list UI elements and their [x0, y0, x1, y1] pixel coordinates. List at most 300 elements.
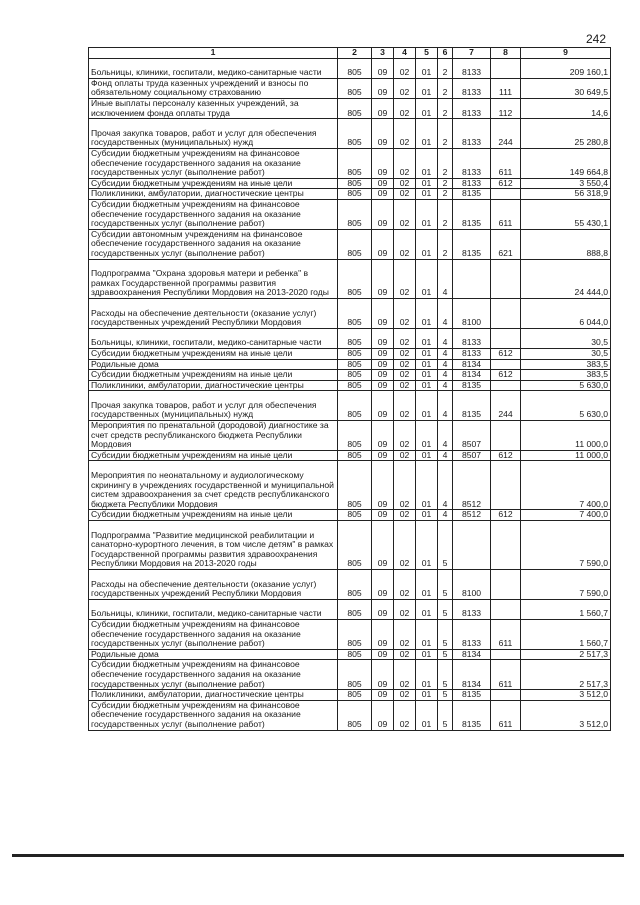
code-subsection-cell: 02: [394, 298, 416, 328]
row-name-cell: Подпрограмма "Охрана здоровья матери и ребенка" в рамках Государственной программы развития здравоохранения Республики Мордовия на 2013-2020 годы: [89, 259, 338, 298]
row-name-cell: Родильные дома: [89, 649, 338, 660]
amount-cell: 6 044,0: [521, 298, 611, 328]
code-grbs-cell: 805: [338, 229, 372, 259]
code-expense-type-cell: [491, 380, 521, 391]
code-target-cell: 8512: [453, 461, 491, 510]
code-program-cell: 01: [416, 599, 438, 619]
code-expense-type-cell: 611: [491, 148, 521, 178]
code-subprogram-cell: 4: [438, 259, 453, 298]
code-program-cell: 01: [416, 461, 438, 510]
code-program-cell: 01: [416, 570, 438, 600]
table-row: [89, 359, 611, 370]
table-row: [89, 570, 611, 600]
table-row: [89, 649, 611, 660]
table-row: [89, 690, 611, 701]
code-program-cell: 01: [416, 348, 438, 359]
code-program-cell: 01: [416, 380, 438, 391]
amount-cell: 7 590,0: [521, 521, 611, 570]
code-program-cell: 01: [416, 328, 438, 348]
code-grbs-cell: 805: [338, 259, 372, 298]
code-program-cell: 01: [416, 391, 438, 421]
row-name-cell: Субсидии бюджетным учреждениям на иные цели: [89, 510, 338, 521]
code-subprogram-cell: 2: [438, 78, 453, 98]
code-section-cell: 09: [372, 58, 394, 78]
code-target-cell: 8133: [453, 119, 491, 149]
amount-cell: 209 160,1: [521, 58, 611, 78]
row-name-cell: Прочая закупка товаров, работ и услуг для обеспечения государственных (муниципальных) нужд: [89, 391, 338, 421]
amount-cell: 30 649,5: [521, 78, 611, 98]
code-expense-type-cell: [491, 521, 521, 570]
code-subprogram-cell: 4: [438, 348, 453, 359]
header-cell: 2: [338, 48, 372, 59]
amount-cell: 30,5: [521, 348, 611, 359]
code-program-cell: 01: [416, 259, 438, 298]
code-subsection-cell: 02: [394, 700, 416, 730]
code-subsection-cell: 02: [394, 620, 416, 650]
code-target-cell: 8134: [453, 649, 491, 660]
code-grbs-cell: 805: [338, 421, 372, 451]
row-name-cell: Субсидии бюджетным учреждениям на финансовое обеспечение государственного задания на оказание государственных услуг (выполнение работ): [89, 660, 338, 690]
code-subsection-cell: 02: [394, 119, 416, 149]
row-name-cell: Субсидии бюджетным учреждениям на финансовое обеспечение государственного задания на оказание государственных услуг (выполнение работ): [89, 620, 338, 650]
code-section-cell: 09: [372, 461, 394, 510]
code-section-cell: 09: [372, 690, 394, 701]
code-subprogram-cell: 2: [438, 148, 453, 178]
code-expense-type-cell: [491, 58, 521, 78]
code-program-cell: 01: [416, 298, 438, 328]
code-expense-type-cell: [491, 421, 521, 451]
budget-table: [88, 47, 611, 731]
amount-cell: 30,5: [521, 328, 611, 348]
code-grbs-cell: 805: [338, 359, 372, 370]
row-name-cell: Фонд оплаты труда казенных учреждений и взносы по обязательному социальному страхованию: [89, 78, 338, 98]
amount-cell: 11 000,0: [521, 450, 611, 461]
code-expense-type-cell: 611: [491, 199, 521, 229]
row-name-cell: Больницы, клиники, госпитали, медико-санитарные части: [89, 58, 338, 78]
code-subsection-cell: 02: [394, 229, 416, 259]
row-name-cell: Субсидии бюджетным учреждениям на иные цели: [89, 450, 338, 461]
row-name-cell: Субсидии бюджетным учреждениям на финансовое обеспечение государственного задания на оказание государственных услуг (выполнение работ): [89, 148, 338, 178]
code-subprogram-cell: 2: [438, 199, 453, 229]
header-cell: 5: [416, 48, 438, 59]
code-program-cell: 01: [416, 229, 438, 259]
code-program-cell: 01: [416, 98, 438, 118]
code-subprogram-cell: 4: [438, 461, 453, 510]
row-name-cell: Поликлиники, амбулатории, диагностические центры: [89, 690, 338, 701]
code-subprogram-cell: 4: [438, 450, 453, 461]
code-expense-type-cell: 612: [491, 370, 521, 381]
amount-cell: 383,5: [521, 359, 611, 370]
code-target-cell: 8135: [453, 690, 491, 701]
amount-cell: 3 550,4: [521, 178, 611, 189]
amount-cell: 25 280,8: [521, 119, 611, 149]
table-row: [89, 700, 611, 730]
code-target-cell: 8133: [453, 178, 491, 189]
code-target-cell: [453, 259, 491, 298]
table-row: [89, 229, 611, 259]
amount-cell: 888,8: [521, 229, 611, 259]
code-target-cell: 8134: [453, 370, 491, 381]
table-row: [89, 189, 611, 200]
code-expense-type-cell: 612: [491, 348, 521, 359]
code-section-cell: 09: [372, 328, 394, 348]
code-expense-type-cell: 612: [491, 178, 521, 189]
code-subprogram-cell: 4: [438, 370, 453, 381]
amount-cell: 7 400,0: [521, 461, 611, 510]
code-subprogram-cell: 4: [438, 359, 453, 370]
row-name-cell: Больницы, клиники, госпитали, медико-санитарные части: [89, 599, 338, 619]
code-target-cell: 8135: [453, 700, 491, 730]
amount-cell: 24 444,0: [521, 259, 611, 298]
amount-cell: 2 517,3: [521, 660, 611, 690]
table-row: [89, 119, 611, 149]
code-section-cell: 09: [372, 229, 394, 259]
table-row: [89, 521, 611, 570]
header-cell: 4: [394, 48, 416, 59]
code-target-cell: 8135: [453, 229, 491, 259]
code-subsection-cell: 02: [394, 510, 416, 521]
code-subprogram-cell: 2: [438, 178, 453, 189]
row-name-cell: Субсидии автономным учреждениям на финансовое обеспечение государственного задания на оказание государственных услуг (выполнение работ): [89, 229, 338, 259]
code-subsection-cell: 02: [394, 148, 416, 178]
code-section-cell: 09: [372, 119, 394, 149]
code-section-cell: 09: [372, 148, 394, 178]
code-subprogram-cell: 5: [438, 700, 453, 730]
code-expense-type-cell: [491, 599, 521, 619]
code-subprogram-cell: 4: [438, 510, 453, 521]
row-name-cell: Прочая закупка товаров, работ и услуг для обеспечения государственных (муниципальных) нужд: [89, 119, 338, 149]
code-subsection-cell: 02: [394, 370, 416, 381]
row-name-cell: Иные выплаты персоналу казенных учреждений, за исключением фонда оплаты труда: [89, 98, 338, 118]
code-target-cell: 8133: [453, 148, 491, 178]
code-grbs-cell: 805: [338, 98, 372, 118]
table-row: [89, 328, 611, 348]
code-target-cell: 8100: [453, 298, 491, 328]
amount-cell: 3 512,0: [521, 700, 611, 730]
header-row: [89, 48, 611, 59]
amount-cell: 5 630,0: [521, 391, 611, 421]
code-target-cell: 8133: [453, 348, 491, 359]
row-name-cell: Субсидии бюджетным учреждениям на иные цели: [89, 370, 338, 381]
code-expense-type-cell: 244: [491, 391, 521, 421]
code-target-cell: 8135: [453, 199, 491, 229]
code-grbs-cell: 805: [338, 58, 372, 78]
code-program-cell: 01: [416, 199, 438, 229]
code-target-cell: 8134: [453, 660, 491, 690]
amount-cell: 3 512,0: [521, 690, 611, 701]
code-target-cell: 8135: [453, 189, 491, 200]
header-cell: 8: [491, 48, 521, 59]
row-name-cell: Подпрограмма "Развитие медицинской реабилитации и санаторно-курортного лечения, в том числе детям" в рамках Государственной программы развития здравоохранения Республики Мордовия на 2013-2020 годы: [89, 521, 338, 570]
code-section-cell: 09: [372, 370, 394, 381]
code-target-cell: 8133: [453, 328, 491, 348]
code-target-cell: [453, 521, 491, 570]
code-expense-type-cell: [491, 570, 521, 600]
code-subsection-cell: 02: [394, 450, 416, 461]
code-grbs-cell: 805: [338, 348, 372, 359]
table-row: [89, 348, 611, 359]
header-cell: 6: [438, 48, 453, 59]
code-subsection-cell: 02: [394, 359, 416, 370]
code-grbs-cell: 805: [338, 298, 372, 328]
row-name-cell: Субсидии бюджетным учреждениям на иные цели: [89, 178, 338, 189]
code-subprogram-cell: 5: [438, 620, 453, 650]
code-grbs-cell: 805: [338, 620, 372, 650]
amount-cell: 7 590,0: [521, 570, 611, 600]
code-target-cell: 8507: [453, 450, 491, 461]
code-section-cell: 09: [372, 359, 394, 370]
header-cell: 1: [89, 48, 338, 59]
code-subprogram-cell: 5: [438, 660, 453, 690]
code-subsection-cell: 02: [394, 599, 416, 619]
code-subsection-cell: 02: [394, 259, 416, 298]
code-subprogram-cell: 5: [438, 521, 453, 570]
code-subsection-cell: 02: [394, 328, 416, 348]
code-subprogram-cell: 2: [438, 58, 453, 78]
code-program-cell: 01: [416, 78, 438, 98]
code-subprogram-cell: 2: [438, 229, 453, 259]
code-target-cell: 8133: [453, 599, 491, 619]
table-row: [89, 599, 611, 619]
code-target-cell: 8135: [453, 380, 491, 391]
code-program-cell: 01: [416, 521, 438, 570]
code-section-cell: 09: [372, 391, 394, 421]
code-target-cell: 8133: [453, 620, 491, 650]
code-subsection-cell: 02: [394, 421, 416, 451]
code-section-cell: 09: [372, 599, 394, 619]
table-row: [89, 78, 611, 98]
code-program-cell: 01: [416, 450, 438, 461]
code-subprogram-cell: 5: [438, 690, 453, 701]
header-cell: 7: [453, 48, 491, 59]
amount-cell: 14,6: [521, 98, 611, 118]
code-expense-type-cell: 621: [491, 229, 521, 259]
code-grbs-cell: 805: [338, 119, 372, 149]
code-subsection-cell: 02: [394, 58, 416, 78]
page-number: 242: [586, 32, 607, 46]
amount-cell: 11 000,0: [521, 421, 611, 451]
amount-cell: 383,5: [521, 370, 611, 381]
code-program-cell: 01: [416, 178, 438, 189]
table-row: [89, 421, 611, 451]
code-subprogram-cell: 4: [438, 328, 453, 348]
table-row: [89, 461, 611, 510]
code-section-cell: 09: [372, 570, 394, 600]
row-name-cell: Поликлиники, амбулатории, диагностические центры: [89, 380, 338, 391]
code-expense-type-cell: 611: [491, 660, 521, 690]
code-subsection-cell: 02: [394, 98, 416, 118]
code-section-cell: 09: [372, 199, 394, 229]
code-grbs-cell: 805: [338, 461, 372, 510]
table-row: [89, 58, 611, 78]
row-name-cell: Субсидии бюджетным учреждениям на иные цели: [89, 348, 338, 359]
code-grbs-cell: 805: [338, 148, 372, 178]
table-body: [89, 58, 611, 730]
table-row: [89, 98, 611, 118]
code-program-cell: 01: [416, 649, 438, 660]
code-expense-type-cell: 244: [491, 119, 521, 149]
code-program-cell: 01: [416, 189, 438, 200]
row-name-cell: Родильные дома: [89, 359, 338, 370]
code-target-cell: 8133: [453, 58, 491, 78]
code-expense-type-cell: 611: [491, 700, 521, 730]
code-program-cell: 01: [416, 660, 438, 690]
amount-cell: 55 430,1: [521, 199, 611, 229]
code-program-cell: 01: [416, 620, 438, 650]
row-name-cell: Субсидии бюджетным учреждениям на финансовое обеспечение государственного задания на оказание государственных услуг (выполнение работ): [89, 199, 338, 229]
code-section-cell: 09: [372, 189, 394, 200]
code-expense-type-cell: [491, 259, 521, 298]
code-subsection-cell: 02: [394, 690, 416, 701]
code-subprogram-cell: 2: [438, 119, 453, 149]
code-subprogram-cell: 5: [438, 649, 453, 660]
code-subprogram-cell: 2: [438, 98, 453, 118]
code-grbs-cell: 805: [338, 570, 372, 600]
header-cell: 9: [521, 48, 611, 59]
code-expense-type-cell: [491, 189, 521, 200]
table-row: [89, 370, 611, 381]
amount-cell: 2 517,3: [521, 649, 611, 660]
row-name-cell: Поликлиники, амбулатории, диагностические центры: [89, 189, 338, 200]
amount-cell: 149 664,8: [521, 148, 611, 178]
code-grbs-cell: 805: [338, 189, 372, 200]
code-section-cell: 09: [372, 78, 394, 98]
code-expense-type-cell: [491, 359, 521, 370]
code-subsection-cell: 02: [394, 391, 416, 421]
code-grbs-cell: 805: [338, 700, 372, 730]
code-program-cell: 01: [416, 700, 438, 730]
code-section-cell: 09: [372, 450, 394, 461]
code-section-cell: 09: [372, 380, 394, 391]
code-subprogram-cell: 4: [438, 391, 453, 421]
row-name-cell: Расходы на обеспечение деятельности (оказание услуг) государственных учреждений Республики Мордовия: [89, 570, 338, 600]
code-target-cell: 8133: [453, 78, 491, 98]
code-grbs-cell: 805: [338, 178, 372, 189]
amount-cell: 1 560,7: [521, 620, 611, 650]
code-section-cell: 09: [372, 259, 394, 298]
code-grbs-cell: 805: [338, 380, 372, 391]
code-section-cell: 09: [372, 521, 394, 570]
table-row: [89, 259, 611, 298]
code-section-cell: 09: [372, 510, 394, 521]
code-subsection-cell: 02: [394, 380, 416, 391]
code-subsection-cell: 02: [394, 78, 416, 98]
table-row: [89, 660, 611, 690]
row-name-cell: Мероприятия по пренатальной (дородовой) диагностике за счет средств республиканского бюджета Республики Мордовия: [89, 421, 338, 451]
table-row: [89, 391, 611, 421]
table-row: [89, 450, 611, 461]
code-section-cell: 09: [372, 98, 394, 118]
row-name-cell: Больницы, клиники, госпитали, медико-санитарные части: [89, 328, 338, 348]
code-target-cell: 8512: [453, 510, 491, 521]
code-subsection-cell: 02: [394, 570, 416, 600]
footer-divider: [12, 854, 624, 857]
code-grbs-cell: 805: [338, 391, 372, 421]
code-expense-type-cell: 611: [491, 620, 521, 650]
code-subsection-cell: 02: [394, 189, 416, 200]
table-row: [89, 199, 611, 229]
code-program-cell: 01: [416, 119, 438, 149]
code-expense-type-cell: [491, 649, 521, 660]
row-name-cell: Мероприятия по неонатальному и аудиологическому скринингу в учреждениях государственной и муниципальной систем здравоохранения за счет средств республиканского бюджета Республики Мордовия: [89, 461, 338, 510]
code-target-cell: 8134: [453, 359, 491, 370]
amount-cell: 5 630,0: [521, 380, 611, 391]
code-expense-type-cell: [491, 298, 521, 328]
code-section-cell: 09: [372, 700, 394, 730]
code-grbs-cell: 805: [338, 690, 372, 701]
code-section-cell: 09: [372, 298, 394, 328]
code-target-cell: 8133: [453, 98, 491, 118]
code-expense-type-cell: [491, 461, 521, 510]
code-subprogram-cell: 2: [438, 189, 453, 200]
code-grbs-cell: 805: [338, 78, 372, 98]
code-program-cell: 01: [416, 58, 438, 78]
code-grbs-cell: 805: [338, 521, 372, 570]
code-section-cell: 09: [372, 421, 394, 451]
code-subprogram-cell: 5: [438, 570, 453, 600]
code-section-cell: 09: [372, 620, 394, 650]
code-section-cell: 09: [372, 649, 394, 660]
code-subprogram-cell: 4: [438, 298, 453, 328]
code-subsection-cell: 02: [394, 199, 416, 229]
code-expense-type-cell: 112: [491, 98, 521, 118]
code-expense-type-cell: 612: [491, 450, 521, 461]
code-grbs-cell: 805: [338, 599, 372, 619]
code-target-cell: 8135: [453, 391, 491, 421]
table-row: [89, 620, 611, 650]
row-name-cell: Субсидии бюджетным учреждениям на финансовое обеспечение государственного задания на оказание государственных услуг (выполнение работ): [89, 700, 338, 730]
table-row: [89, 380, 611, 391]
code-subsection-cell: 02: [394, 660, 416, 690]
code-expense-type-cell: [491, 690, 521, 701]
code-subsection-cell: 02: [394, 461, 416, 510]
amount-cell: 56 318,9: [521, 189, 611, 200]
code-program-cell: 01: [416, 510, 438, 521]
code-grbs-cell: 805: [338, 199, 372, 229]
code-subsection-cell: 02: [394, 348, 416, 359]
table-row: [89, 510, 611, 521]
table-row: [89, 298, 611, 328]
amount-cell: 1 560,7: [521, 599, 611, 619]
code-subprogram-cell: 5: [438, 599, 453, 619]
code-subprogram-cell: 4: [438, 421, 453, 451]
code-grbs-cell: 805: [338, 450, 372, 461]
code-grbs-cell: 805: [338, 649, 372, 660]
table-row: [89, 148, 611, 178]
code-program-cell: 01: [416, 690, 438, 701]
code-grbs-cell: 805: [338, 328, 372, 348]
header-cell: 3: [372, 48, 394, 59]
code-expense-type-cell: 111: [491, 78, 521, 98]
code-subprogram-cell: 4: [438, 380, 453, 391]
code-expense-type-cell: [491, 328, 521, 348]
code-grbs-cell: 805: [338, 660, 372, 690]
code-grbs-cell: 805: [338, 370, 372, 381]
amount-cell: 7 400,0: [521, 510, 611, 521]
code-subsection-cell: 02: [394, 649, 416, 660]
row-name-cell: Расходы на обеспечение деятельности (оказание услуг) государственных учреждений Республики Мордовия: [89, 298, 338, 328]
code-subsection-cell: 02: [394, 178, 416, 189]
code-program-cell: 01: [416, 370, 438, 381]
code-expense-type-cell: 612: [491, 510, 521, 521]
code-subsection-cell: 02: [394, 521, 416, 570]
code-grbs-cell: 805: [338, 510, 372, 521]
code-section-cell: 09: [372, 178, 394, 189]
table-row: [89, 178, 611, 189]
code-section-cell: 09: [372, 348, 394, 359]
code-section-cell: 09: [372, 660, 394, 690]
code-target-cell: 8507: [453, 421, 491, 451]
